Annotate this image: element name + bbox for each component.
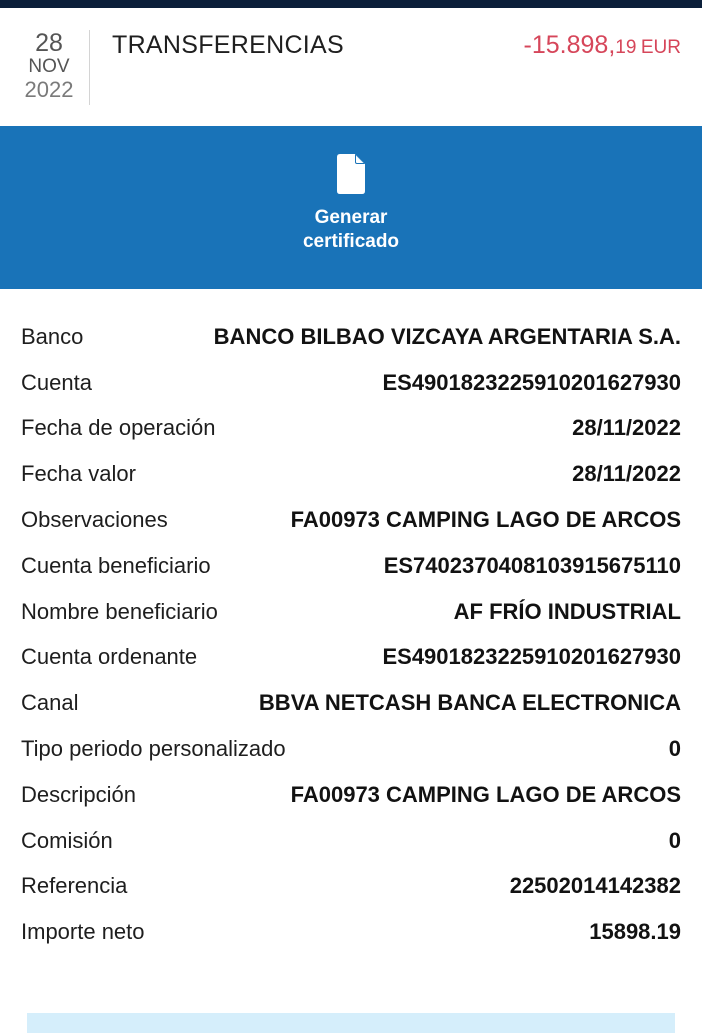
amount-decimals: 19	[615, 37, 637, 58]
generate-certificate-line2: certificado	[302, 231, 400, 252]
transaction-type-title: TRANSFERENCIAS	[112, 31, 345, 59]
detail-value: ES4901823225910201627930	[382, 369, 681, 395]
detail-row-canal	[21, 680, 681, 726]
detail-label: Observaciones	[21, 507, 168, 533]
detail-label: Referencia	[21, 873, 128, 899]
detail-label: Comisión	[21, 827, 113, 853]
detail-label: Nombre beneficiario	[21, 598, 218, 624]
detail-label: Cuenta	[21, 369, 92, 395]
detail-value: 22502014142382	[509, 873, 681, 899]
transaction-header	[0, 8, 702, 126]
detail-row-banco	[21, 314, 681, 360]
top-status-strip	[0, 0, 702, 8]
detail-row-cuenta-beneficiario	[21, 543, 681, 589]
amount-integer: -15.898,	[523, 31, 616, 59]
detail-value: FA00973 CAMPING LAGO DE ARCOS	[290, 781, 681, 807]
detail-row-tipo-periodo	[21, 726, 681, 772]
detail-label: Cuenta beneficiario	[21, 552, 211, 578]
detail-label: Tipo periodo personalizado	[21, 736, 286, 762]
info-card-partial	[27, 1013, 675, 1033]
detail-label: Canal	[21, 690, 79, 716]
detail-row-cuenta	[21, 360, 681, 406]
detail-value: 0	[668, 736, 681, 762]
detail-label: Descripción	[21, 781, 136, 807]
detail-label: Cuenta ordenante	[21, 644, 198, 670]
detail-label: Fecha de operación	[21, 415, 216, 441]
date-divider	[89, 30, 90, 105]
detail-label: Banco	[21, 323, 84, 349]
detail-row-referencia	[21, 864, 681, 910]
detail-value: 0	[668, 827, 681, 853]
detail-label: Fecha valor	[21, 461, 136, 487]
generate-certificate-label	[251, 206, 451, 254]
transaction-amount	[524, 31, 681, 60]
generate-certificate-line1: Generar	[314, 207, 388, 228]
generate-certificate-button[interactable]	[251, 148, 451, 266]
detail-value: 28/11/2022	[572, 415, 681, 441]
detail-value: ES4901823225910201627930	[382, 644, 681, 670]
detail-row-importe-neto	[21, 909, 681, 955]
date-year: 2022	[24, 77, 74, 102]
date-month: NOV	[28, 56, 70, 77]
document-icon	[337, 154, 365, 194]
detail-row-descripcion	[21, 772, 681, 818]
amount-currency: EUR	[640, 37, 681, 58]
detail-value: 15898.19	[589, 919, 681, 945]
detail-value: ES7402370408103915675110	[383, 552, 681, 578]
detail-row-cuenta-ordenante	[21, 635, 681, 681]
detail-row-fecha-valor	[21, 451, 681, 497]
detail-row-comision	[21, 818, 681, 864]
detail-label: Importe neto	[21, 919, 145, 945]
detail-value: BANCO BILBAO VIZCAYA ARGENTARIA S.A.	[213, 323, 681, 349]
detail-value: AF FRÍO INDUSTRIAL	[453, 598, 681, 624]
detail-value: 28/11/2022	[572, 461, 681, 487]
detail-value: FA00973 CAMPING LAGO DE ARCOS	[290, 507, 681, 533]
detail-row-observaciones	[21, 497, 681, 543]
action-band	[0, 126, 702, 289]
detail-row-fecha-operacion	[21, 406, 681, 452]
detail-row-nombre-beneficiario	[21, 589, 681, 635]
detail-value: BBVA NETCASH BANCA ELECTRONICA	[258, 690, 681, 716]
transaction-date	[18, 30, 80, 102]
date-day: 28	[35, 29, 63, 57]
transaction-details-list	[21, 314, 681, 955]
